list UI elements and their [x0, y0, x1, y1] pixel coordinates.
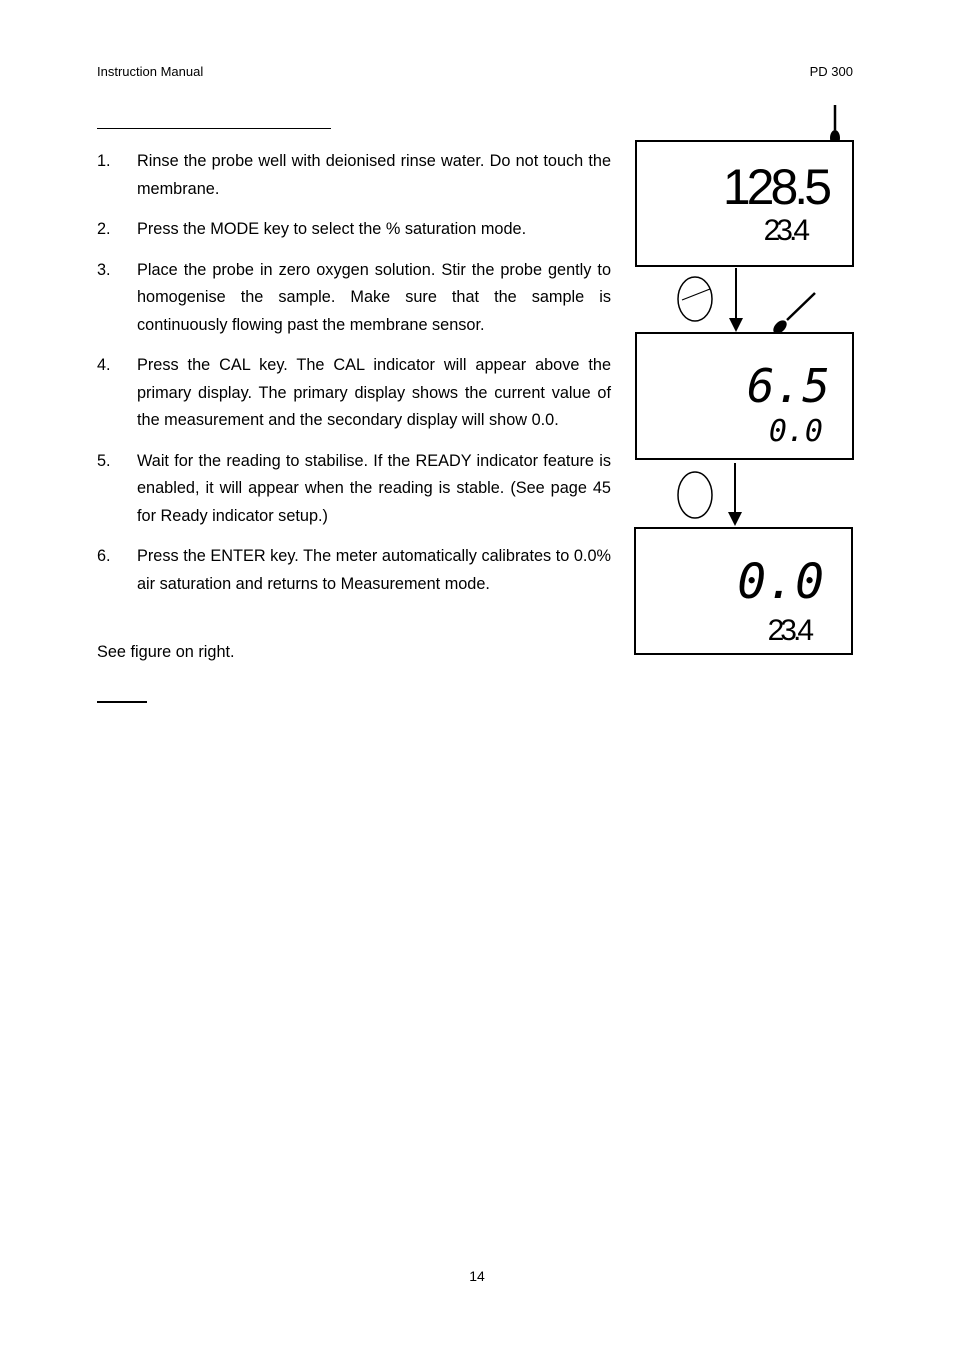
section-rule-bottom: [97, 701, 147, 703]
step-item: [97, 216, 611, 244]
header-model: PD 300: [809, 64, 853, 79]
step-number: 4.: [97, 356, 111, 374]
display-3-secondary: 23.4: [767, 614, 810, 647]
probe-icon: [770, 293, 815, 338]
step-item: [97, 148, 611, 203]
step-text: Press the MODE key to select the % saturation mode.: [137, 220, 527, 238]
step-number: 5.: [97, 451, 111, 470]
cal-key-icon[interactable]: [678, 277, 712, 321]
display-2-secondary: 0.0: [768, 414, 823, 449]
step-number: 3.: [97, 260, 111, 279]
step-text: Press the CAL key. The CAL indicator will appear above the primary display. The primary display shows the current value of the measurement and the secondary display will show 0.0.: [137, 356, 611, 429]
step-text: Wait for the reading to stabilise. If the READY indicator feature is enabled, it will appear when the reading is stable. (See page 45 for Ready indicator setup.): [137, 451, 611, 525]
display-1-primary: 128.5: [722, 159, 828, 215]
step-number: 1.: [97, 152, 111, 170]
step-number: 2.: [97, 220, 111, 238]
step-text: Press the ENTER key. The meter automatically calibrates to 0.0% air saturation and returns to Measurement mode.: [137, 547, 611, 593]
step-item: [97, 352, 611, 435]
display-3-primary: 0.0: [737, 554, 824, 610]
step-text: Rinse the probe well with deionised rinse water. Do not touch the membrane.: [137, 152, 611, 198]
page-number: 14: [469, 1268, 485, 1284]
arrow-down-icon: [729, 268, 743, 332]
calibration-figure: [620, 100, 870, 670]
step-item: [97, 257, 611, 340]
step-text: Place the probe in zero oxygen solution. Stir the probe gently to homogenise the sample. Make sure that the sample is continuously flowing past the membrane sensor.: [137, 260, 611, 334]
step-item: [97, 543, 611, 598]
procedure-steps: [97, 148, 611, 611]
step-number: 6.: [97, 547, 111, 565]
section-rule-top: [97, 128, 331, 129]
enter-key-icon[interactable]: [678, 472, 712, 518]
see-figure-note: See figure on right.: [97, 643, 235, 661]
arrow-down-icon: [728, 463, 742, 526]
step-item: [97, 448, 611, 531]
display-1-secondary: 23.4: [763, 214, 806, 247]
display-2-primary: 6.5: [746, 359, 830, 413]
header-title: Instruction Manual: [97, 64, 204, 79]
